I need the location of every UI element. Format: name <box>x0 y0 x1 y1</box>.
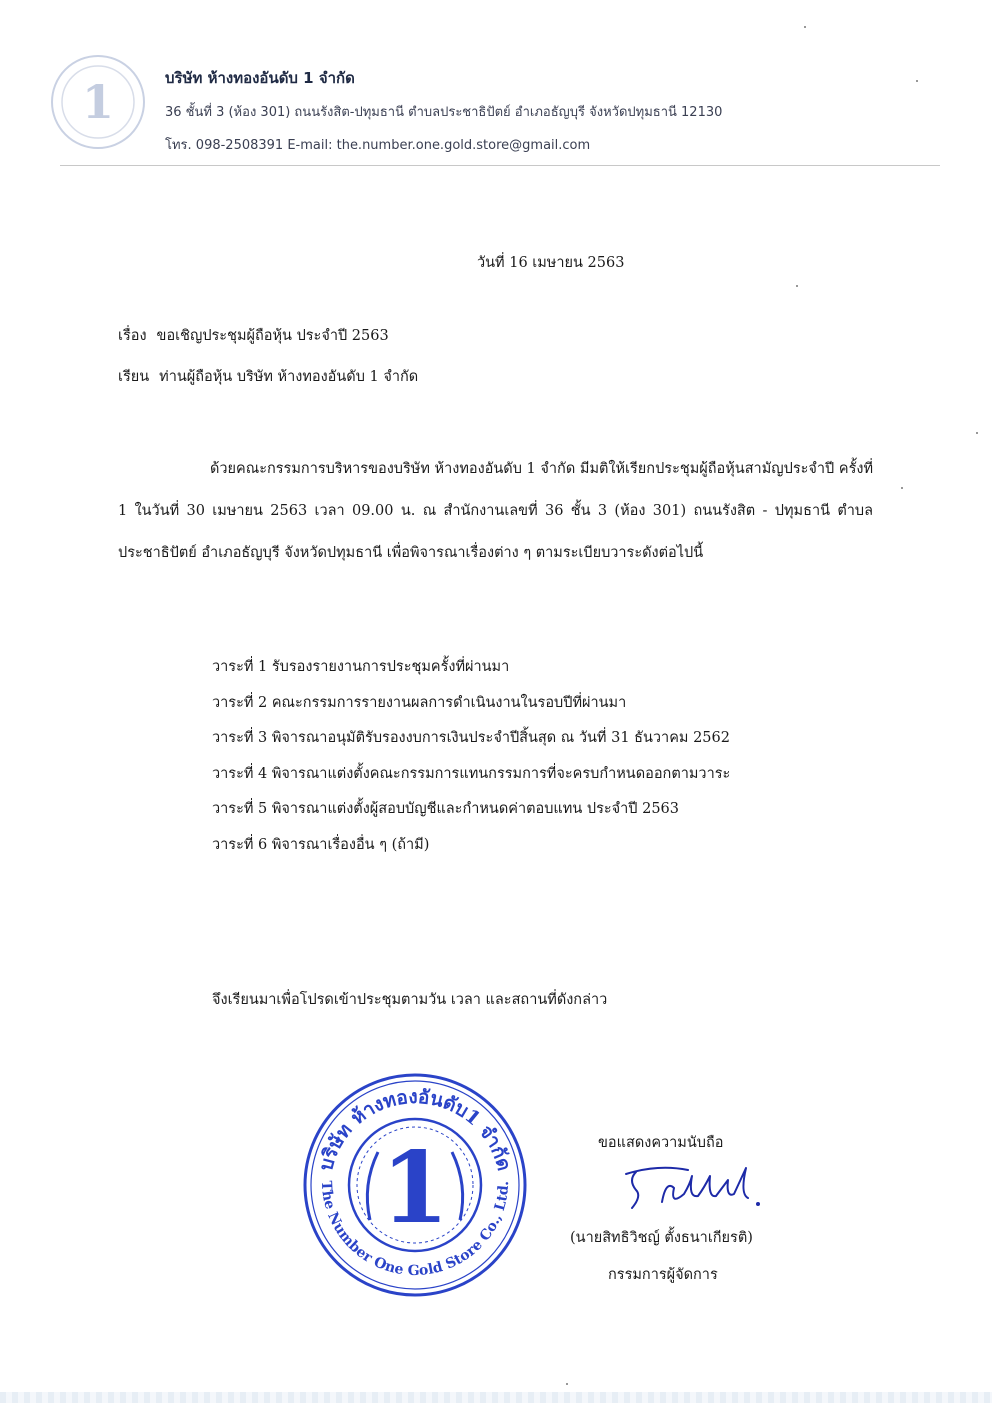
scan-speck <box>916 80 918 82</box>
header-divider <box>60 165 940 166</box>
scan-speck <box>804 26 806 28</box>
scan-speck <box>796 285 798 287</box>
signer-name: (นายสิทธิวิชญ์ ตั้งธนาเกียรติ) <box>570 1230 753 1246</box>
scan-speck <box>566 1383 568 1385</box>
recipient-line <box>118 365 418 388</box>
company-seal <box>300 1070 530 1300</box>
agenda-item: วาระที่ 2 คณะกรรมการรายงานผลการดำเนินงานในรอบปีที่ผ่านมา <box>212 694 627 711</box>
handwritten-signature <box>618 1150 778 1220</box>
regards-line: ขอแสดงความนับถือ <box>598 1135 724 1151</box>
agenda-item: วาระที่ 3 พิจารณาอนุมัติรับรองงบการเงินประจำปีสิ้นสุด ณ วันที่ 31 ธันวาคม 2562 <box>212 730 730 746</box>
scan-speck <box>901 487 903 489</box>
scan-speck <box>976 432 978 434</box>
company-logo-faint <box>48 52 148 152</box>
subject-label: เรื่อง <box>118 328 147 344</box>
seal-thai-text: บริษัท ห้างทองอันดับ1 จำกัด <box>314 1085 516 1174</box>
agenda-item: วาระที่ 6 พิจารณาเรื่องอื่น ๆ (ถ้ามี) <box>212 836 430 853</box>
closing-line: จึงเรียนมาเพื่อโปรดเข้าประชุมตามวัน เวลา และสถานที่ดังกล่าว <box>212 992 608 1008</box>
scan-edge-band <box>0 1392 992 1403</box>
company-name: บริษัท ห้างทองอันดับ 1 จำกัด <box>165 69 355 87</box>
body-paragraph: ด้วยคณะกรรมการบริหารของบริษัท ห้างทองอันดับ 1 จำกัด มีมติให้เรียกประชุมผู้ถือหุ้นสามัญประจำปี ครั้งที่ 1 ในวันที่ 30 เมษายน 2563 เวลา 09.00 น. ณ สำนักงานเลขที่ 36 ชั้น 3 (ห้อง 301) ถนนรังสิต - ปทุมธานี ตำบลประชาธิปัตย์ อำเภอธัญบุรี จังหวัดปทุมธานี เพื่อพิจารณาเรื่องต่าง ๆ ตามระเบียบวาระดังต่อไปนี้ <box>118 461 873 561</box>
subject-line <box>118 324 389 347</box>
seal-english-text: The Number One Gold Store Co., Ltd. <box>317 1180 513 1280</box>
signer-title: กรรมการผู้จัดการ <box>608 1267 718 1283</box>
agenda-item: วาระที่ 5 พิจารณาแต่งตั้งผู้สอบบัญชีและกำหนดค่าตอบแทน ประจำปี 2563 <box>212 801 679 817</box>
recipient-label: เรียน <box>118 369 150 385</box>
company-contact: โทร. 098-2508391 E-mail: the.number.one.gold.store@gmail.com <box>165 138 591 153</box>
agenda-item: วาระที่ 4 พิจารณาแต่งตั้งคณะกรรมการแทนกรรมการที่จะครบกำหนดออกตามวาระ <box>212 765 731 782</box>
company-address: 36 ชั้นที่ 3 (ห้อง 301) ถนนรังสิต-ปทุมธานี ตำบลประชาธิปัตย์ อำเภอธัญบุรี จังหวัดปทุมธานี 12130 <box>165 105 723 120</box>
letterhead <box>0 0 992 170</box>
seal-numeral: 1 <box>380 1131 450 1246</box>
letter-date: วันที่ 16 เมษายน 2563 <box>477 255 625 271</box>
agenda-item: วาระที่ 1 รับรองรายงานการประชุมครั้งที่ผ่านมา <box>212 659 510 675</box>
recipient-text: ท่านผู้ถือหุ้น บริษัท ห้างทองอันดับ 1 จำกัด <box>159 369 419 385</box>
agenda-list <box>212 652 730 865</box>
subject-text: ขอเชิญประชุมผู้ถือหุ้น ประจำปี 2563 <box>156 328 389 344</box>
faint-logo-numeral: 1 <box>81 75 115 129</box>
